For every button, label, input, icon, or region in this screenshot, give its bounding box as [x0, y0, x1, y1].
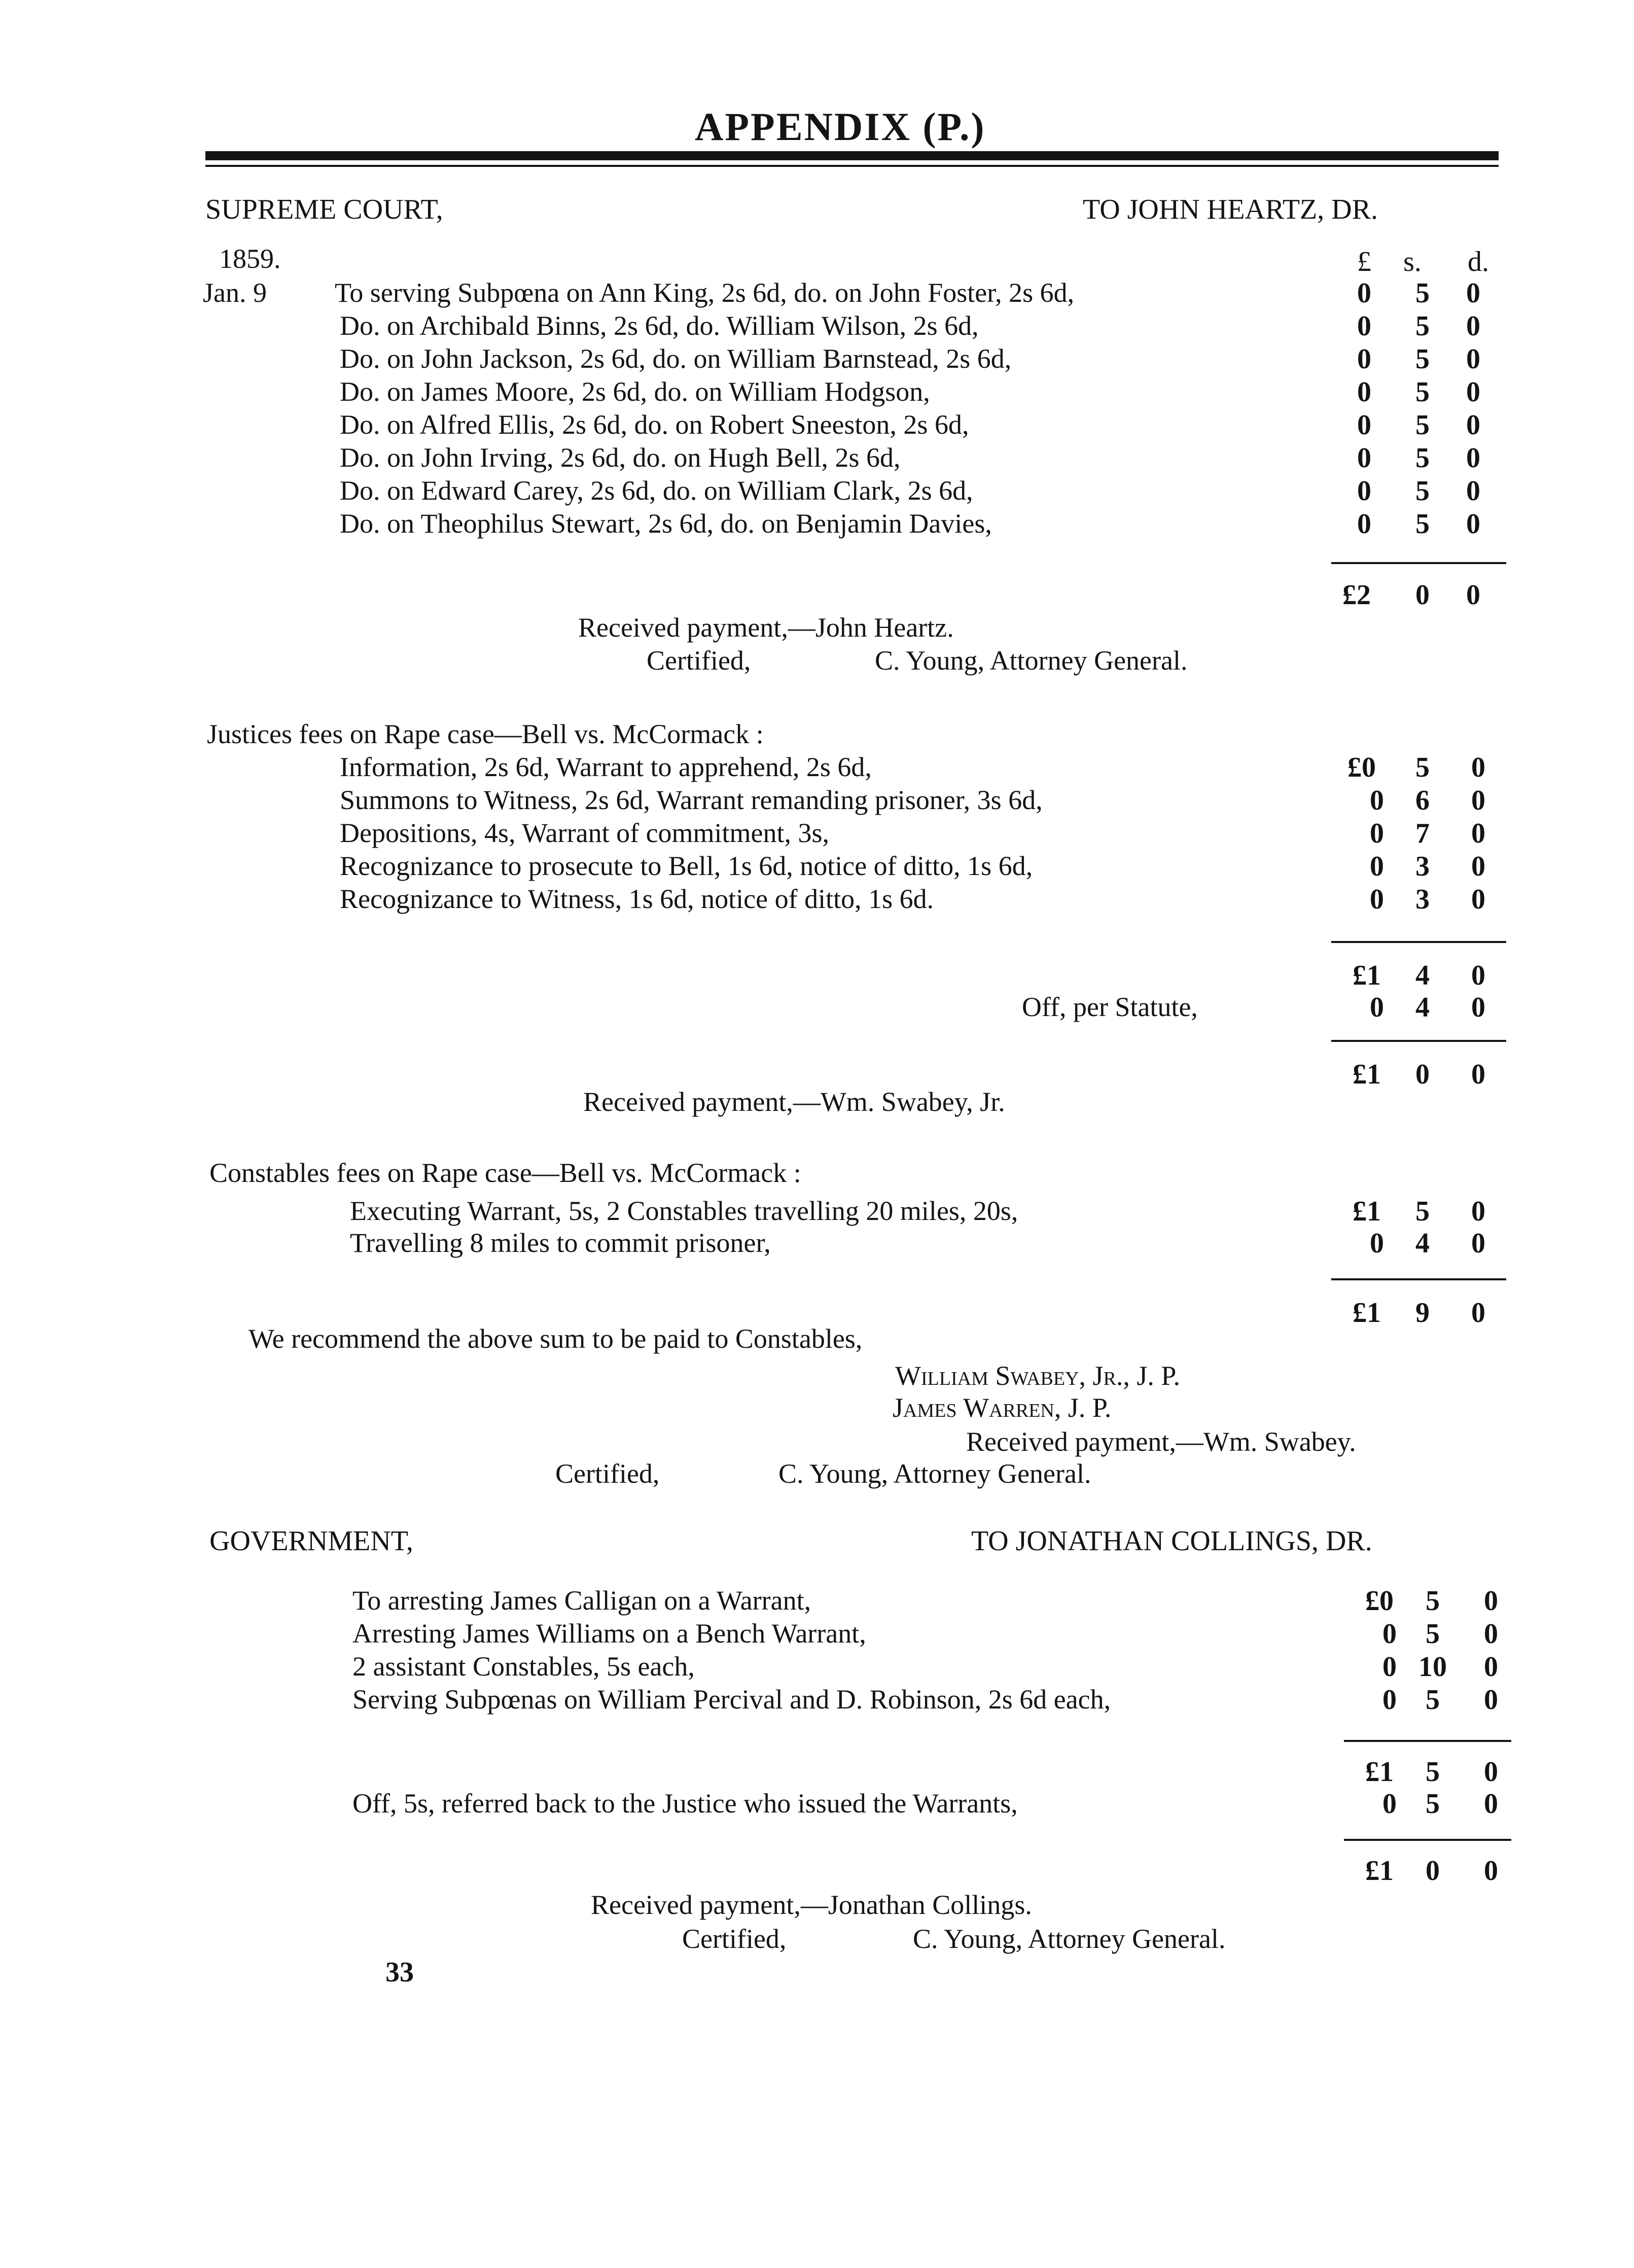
- s3-row-shillings: 4: [1415, 1228, 1430, 1259]
- s2-subtotal-rule: [1331, 941, 1506, 943]
- s1-row-text: Do. on Archibald Binns, 2s 6d, do. William Wilson, 2s 6d,: [340, 310, 979, 341]
- s1-row-text: Do. on Theophilus Stewart, 2s 6d, do. on Benjamin Davies,: [340, 508, 992, 539]
- s3-row-pounds: £1: [1353, 1196, 1381, 1227]
- s1-row-pence: 0: [1466, 508, 1480, 540]
- s3-recommend: We recommend the above sum to be paid to Constables,: [248, 1323, 863, 1354]
- s4-row-pounds: £0: [1365, 1585, 1394, 1617]
- s4-row-pounds: 0: [1382, 1684, 1397, 1716]
- s2-received: Received payment,—Wm. Swabey, Jr.: [583, 1087, 1005, 1117]
- s3-row-pounds: 0: [1370, 1228, 1384, 1259]
- s4-total-rule: [1344, 1839, 1511, 1841]
- s2-total-pounds: £1: [1353, 1059, 1381, 1090]
- s3-certifier: C. Young, Attorney General.: [778, 1458, 1091, 1489]
- s2-row-pence: 0: [1471, 884, 1485, 915]
- s2-row-text: Recognizance to prosecute to Bell, 1s 6d, notice of ditto, 1s 6d,: [340, 851, 1033, 881]
- s1-row-pence: 0: [1466, 343, 1480, 375]
- title-rule-thick: [205, 151, 1499, 160]
- s4-total-shillings: 0: [1426, 1855, 1440, 1887]
- s4-row-pence: 0: [1484, 1618, 1498, 1650]
- s2-row-pence: 0: [1471, 818, 1485, 849]
- s4-row-shillings: 5: [1426, 1618, 1440, 1650]
- s2-row-shillings: 5: [1415, 752, 1430, 783]
- s3-total-shillings: 9: [1415, 1297, 1430, 1329]
- s1-row-pence: 0: [1466, 376, 1480, 408]
- s1-row-pounds: 0: [1357, 475, 1371, 507]
- s1-row-shillings: 5: [1415, 508, 1430, 540]
- s2-row-pence: 0: [1471, 752, 1485, 783]
- s3-certified-label: Certified,: [555, 1458, 660, 1489]
- s1-row-shillings: 5: [1415, 310, 1430, 342]
- s1-row-shillings: 5: [1415, 343, 1430, 375]
- s2-total-rule: [1331, 1040, 1506, 1042]
- s1-total-pounds: £2: [1342, 579, 1371, 611]
- s1-row-pounds: 0: [1357, 277, 1371, 309]
- s4-row-pounds: 0: [1382, 1651, 1397, 1683]
- s1-received: Received payment,—John Heartz.: [578, 612, 954, 643]
- s1-row-pence: 0: [1466, 475, 1480, 507]
- s1-total-shillings: 0: [1415, 579, 1430, 611]
- s1-row-pence: 0: [1466, 310, 1480, 342]
- s2-subtotal-shillings: 4: [1415, 960, 1430, 991]
- s2-row-text: Information, 2s 6d, Warrant to apprehend, 2s 6d,: [340, 752, 872, 782]
- s4-subtotal-rule: [1344, 1740, 1511, 1742]
- s3-jp-signature: William Swabey, Jr., J. P.: [895, 1360, 1180, 1391]
- s2-row-shillings: 3: [1415, 851, 1430, 882]
- s4-row-pence: 0: [1484, 1651, 1498, 1683]
- s4-row-text: Arresting James Williams on a Bench Warrant,: [352, 1618, 866, 1649]
- s1-row-text: Do. on James Moore, 2s 6d, do. on William Hodgson,: [340, 376, 930, 407]
- s3-row-text: Travelling 8 miles to commit prisoner,: [350, 1228, 771, 1258]
- s1-row-text: Do. on John Irving, 2s 6d, do. on Hugh Bell, 2s 6d,: [340, 442, 901, 473]
- s3-row-pence: 0: [1471, 1228, 1485, 1259]
- s3-total-pence: 0: [1471, 1297, 1485, 1329]
- s2-row-pounds: 0: [1370, 884, 1384, 915]
- title-rule-thin: [205, 165, 1499, 167]
- s4-row-text: 2 assistant Constables, 5s each,: [352, 1651, 695, 1682]
- s2-row-pounds: 0: [1370, 851, 1384, 882]
- s4-total-pounds: £1: [1365, 1855, 1394, 1887]
- s4-row-pence: 0: [1484, 1684, 1498, 1716]
- s1-total-pence: 0: [1466, 579, 1480, 611]
- s1-row-shillings: 5: [1415, 409, 1430, 441]
- s1-row-text: Do. on John Jackson, 2s 6d, do. on William Barnstead, 2s 6d,: [340, 343, 1012, 374]
- s4-off-label: Off, 5s, referred back to the Justice who issued the Warrants,: [352, 1788, 1018, 1819]
- s4-off-pounds: 0: [1382, 1788, 1397, 1820]
- s4-left-heading: GOVERNMENT,: [209, 1525, 413, 1557]
- s1-row-pounds: 0: [1357, 409, 1371, 441]
- s1-certified-label: Certified,: [647, 645, 751, 676]
- s4-off-shillings: 5: [1426, 1788, 1440, 1820]
- col-head-pence: d.: [1468, 246, 1489, 277]
- s4-row-text: To arresting James Calligan on a Warrant,: [352, 1585, 811, 1616]
- s2-row-text: Summons to Witness, 2s 6d, Warrant remanding prisoner, 3s 6d,: [340, 785, 1043, 815]
- s2-total-shillings: 0: [1415, 1059, 1430, 1090]
- s2-row-pence: 0: [1471, 785, 1485, 816]
- s1-year: 1859.: [219, 243, 281, 274]
- s1-row-text: Do. on Edward Carey, 2s 6d, do. on William Clark, 2s 6d,: [340, 475, 973, 506]
- s2-heading: Justices fees on Rape case—Bell vs. McCormack :: [207, 719, 764, 749]
- s2-row-text: Recognizance to Witness, 1s 6d, notice of ditto, 1s 6d.: [340, 884, 934, 914]
- s1-total-rule: [1331, 562, 1506, 564]
- s1-row-text: Do. on Alfred Ellis, 2s 6d, do. on Robert Sneeston, 2s 6d,: [340, 409, 969, 440]
- s1-row-pence: 0: [1466, 409, 1480, 441]
- s3-received: Received payment,—Wm. Swabey.: [966, 1426, 1356, 1457]
- s1-row-pounds: 0: [1357, 376, 1371, 408]
- s2-row-pounds: 0: [1370, 818, 1384, 849]
- s4-received: Received payment,—Jonathan Collings.: [591, 1890, 1032, 1920]
- s3-jp-signature: James Warren, J. P.: [893, 1392, 1112, 1423]
- s2-off-shillings: 4: [1415, 992, 1430, 1023]
- s4-subtotal-pounds: £1: [1365, 1756, 1394, 1788]
- s1-left-heading: SUPREME COURT,: [205, 194, 443, 225]
- s2-row-pounds: £0: [1347, 752, 1376, 783]
- s4-right-heading: TO JONATHAN COLLINGS, DR.: [971, 1525, 1372, 1557]
- s3-row-text: Executing Warrant, 5s, 2 Constables travelling 20 miles, 20s,: [350, 1196, 1018, 1226]
- s2-total-pence: 0: [1471, 1059, 1485, 1090]
- s3-row-shillings: 5: [1415, 1196, 1430, 1227]
- page-title: APPENDIX (P.): [695, 104, 986, 149]
- s4-total-pence: 0: [1484, 1855, 1498, 1887]
- s1-date: Jan. 9: [203, 277, 267, 308]
- s1-row-pounds: 0: [1357, 343, 1371, 375]
- s4-row-shillings: 10: [1418, 1651, 1447, 1683]
- s1-row-pounds: 0: [1357, 442, 1371, 474]
- s4-row-pence: 0: [1484, 1585, 1498, 1617]
- s2-row-text: Depositions, 4s, Warrant of commitment, 3s,: [340, 818, 830, 848]
- s4-certified-label: Certified,: [682, 1924, 787, 1954]
- s3-total-rule: [1331, 1278, 1506, 1280]
- s2-off-pence: 0: [1471, 992, 1485, 1023]
- s3-heading: Constables fees on Rape case—Bell vs. McCormack :: [209, 1158, 801, 1188]
- s2-row-pounds: 0: [1370, 785, 1384, 816]
- s4-row-pounds: 0: [1382, 1618, 1397, 1650]
- s1-row-pounds: 0: [1357, 508, 1371, 540]
- s1-row-pence: 0: [1466, 442, 1480, 474]
- s2-off-label: Off, per Statute,: [1022, 992, 1198, 1022]
- s2-subtotal-pence: 0: [1471, 960, 1485, 991]
- col-head-pounds: £: [1357, 246, 1371, 277]
- s2-subtotal-pounds: £1: [1353, 960, 1381, 991]
- s4-certifier: C. Young, Attorney General.: [913, 1924, 1226, 1954]
- s1-row-pounds: 0: [1357, 310, 1371, 342]
- s3-row-pence: 0: [1471, 1196, 1485, 1227]
- s2-row-pence: 0: [1471, 851, 1485, 882]
- s4-off-pence: 0: [1484, 1788, 1498, 1820]
- s4-row-shillings: 5: [1426, 1585, 1440, 1617]
- s2-row-shillings: 6: [1415, 785, 1430, 816]
- s2-off-pounds: 0: [1370, 992, 1384, 1023]
- col-head-shillings: s.: [1403, 246, 1422, 277]
- page-number: 33: [385, 1957, 414, 1988]
- s4-row-shillings: 5: [1426, 1684, 1440, 1716]
- s1-row-text: To serving Subpœna on Ann King, 2s 6d, do. on John Foster, 2s 6d,: [335, 277, 1075, 308]
- s3-total-pounds: £1: [1353, 1297, 1381, 1329]
- s4-subtotal-shillings: 5: [1426, 1756, 1440, 1788]
- s1-row-shillings: 5: [1415, 442, 1430, 474]
- s1-row-pence: 0: [1466, 277, 1480, 309]
- s2-row-shillings: 7: [1415, 818, 1430, 849]
- s2-row-shillings: 3: [1415, 884, 1430, 915]
- s1-certifier: C. Young, Attorney General.: [875, 645, 1188, 676]
- s1-row-shillings: 5: [1415, 376, 1430, 408]
- s1-row-shillings: 5: [1415, 277, 1430, 309]
- s1-row-shillings: 5: [1415, 475, 1430, 507]
- s1-right-heading: TO JOHN HEARTZ, DR.: [1083, 194, 1378, 225]
- s4-subtotal-pence: 0: [1484, 1756, 1498, 1788]
- s4-row-text: Serving Subpœnas on William Percival and D. Robinson, 2s 6d each,: [352, 1684, 1111, 1715]
